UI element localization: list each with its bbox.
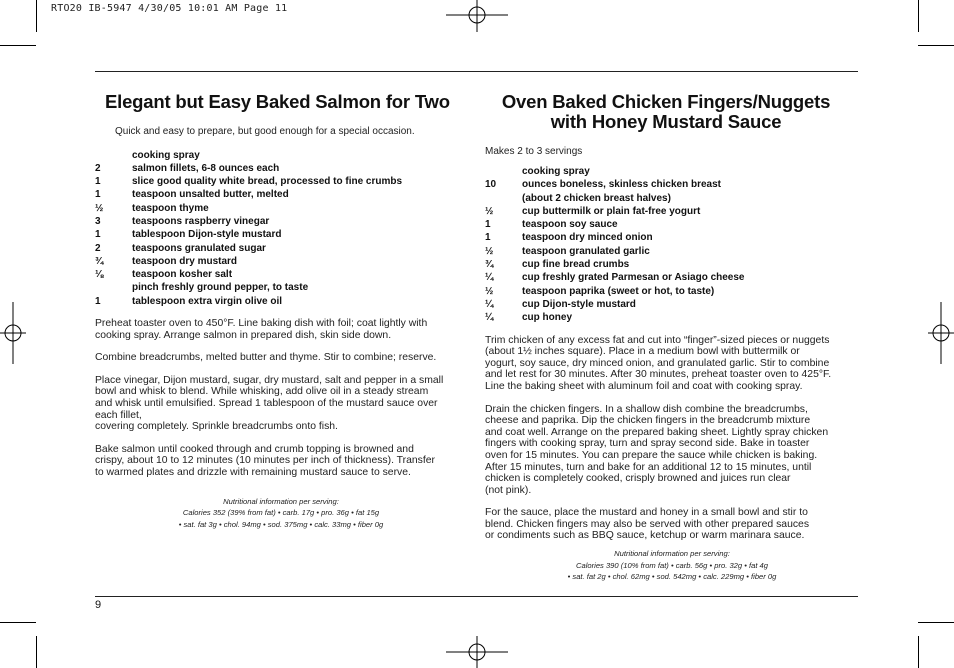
ingredient-text: cooking spray	[132, 149, 200, 161]
ingredient-row	[485, 231, 859, 244]
ingredient-row	[95, 268, 467, 281]
chicken-title-line: Oven Baked Chicken Fingers/Nuggets	[501, 91, 831, 112]
ingredient-qty: ¼	[485, 272, 494, 284]
ingredient-qty: 10	[485, 179, 497, 191]
ingredient-qty: 1	[95, 295, 101, 307]
ingredient-row	[485, 178, 859, 191]
instruction-line: and let rest for 30 minutes. After 30 minutes, preheat toaster oven to 425°F.	[485, 369, 832, 381]
chicken-servings: Makes 2 to 3 servings	[485, 146, 583, 157]
registration-mark-left	[0, 302, 26, 364]
instruction-line: Drain the chicken fingers. In a shallow dish combine the breadcrumbs,	[485, 403, 808, 415]
ingredient-row	[485, 258, 859, 271]
crop-mark-top-left	[0, 45, 36, 46]
ingredient-row	[485, 285, 859, 298]
ingredient-row	[95, 242, 467, 255]
ingredient-qty: 1	[485, 232, 491, 244]
ingredient-qty	[95, 281, 132, 294]
ingredient-row	[95, 281, 467, 294]
nutrition-line: • sat. fat 3g • chol. 94mg • sod. 375mg • calc. 33mg • fiber 0g	[178, 519, 384, 529]
instruction-line: After 15 minutes, turn and bake for an additional 12 to 15 minutes, until	[485, 461, 812, 473]
ingredient-text: teaspoon paprika (sweet or hot, to taste)	[522, 285, 715, 297]
ingredient-qty: 1	[485, 219, 491, 231]
instruction-line: cooking spray. Arrange salmon in prepared dish, skin side down.	[95, 329, 392, 341]
instruction-line: to warmed plates and drizzle with remaining mustard sauce to serve.	[95, 467, 411, 478]
crop-mark-top-right	[918, 0, 919, 32]
ingredient-text: tablespoon extra virgin olive oil	[132, 295, 283, 307]
instruction-line: Bake salmon until cooked through and crumb topping is browned and	[95, 443, 414, 455]
ingredient-qty	[95, 149, 132, 162]
ingredient-row	[485, 298, 859, 311]
salmon-nutrition-info	[95, 496, 467, 531]
crop-mark-top-left	[36, 0, 37, 32]
chicken-recipe	[485, 92, 859, 583]
instruction-paragraph	[485, 335, 859, 393]
ingredient-text: tablespoon Dijon-style mustard	[132, 229, 282, 241]
ingredient-row	[95, 228, 467, 241]
instruction-paragraph	[485, 507, 859, 542]
ingredient-text: salmon fillets, 6-8 ounces each	[132, 162, 280, 174]
registration-mark-top	[446, 0, 508, 32]
ingredient-qty: ½	[485, 285, 494, 297]
chicken-title-line: with Honey Mustard Sauce	[550, 110, 782, 132]
ingredient-text: cup buttermilk or plain fat-free yogurt	[522, 205, 701, 217]
chicken-nutrition-info	[485, 548, 859, 583]
nutrition-line: Calories 352 (39% from fat) • carb. 17g • pro. 36g • fat 15g	[182, 508, 380, 518]
registration-mark-right	[928, 302, 954, 364]
crop-mark-bottom-left	[36, 636, 37, 668]
instruction-paragraph	[95, 352, 467, 364]
ingredient-qty: ½	[95, 202, 104, 214]
ingredient-text: teaspoons granulated sugar	[132, 242, 266, 254]
instruction-line: Line the baking sheet with aluminum foil and coat with cooking spray.	[485, 380, 803, 392]
ingredient-qty: ½	[485, 205, 494, 217]
salmon-ingredient-list	[95, 149, 467, 309]
instruction-line: or condiments such as BBQ sauce, ketchup or warm marinara sauce.	[485, 530, 805, 542]
instruction-paragraph	[485, 404, 859, 497]
ingredient-qty: 3	[95, 215, 101, 227]
ingredient-qty: ¾	[485, 259, 494, 271]
instruction-line: each fillet,	[95, 409, 142, 421]
ingredient-qty: 1	[95, 189, 101, 201]
instruction-line: crispy, about 10 to 12 minutes (10 minutes per inch of thickness). Transfer	[95, 455, 435, 467]
instruction-paragraph	[95, 444, 467, 479]
instruction-line: (about 1½ inches square). Place in a medium bowl with buttermilk or	[485, 346, 800, 358]
crop-mark-bottom-right	[918, 636, 919, 668]
nutrition-line: • sat. fat 2g • chol. 62mg • sod. 542mg • calc. 229mg • fiber 0g	[567, 572, 777, 582]
nutrition-heading: Nutritional information per serving:	[614, 549, 730, 559]
crop-mark-top-right	[918, 45, 954, 46]
instruction-line: oven for 15 minutes. You can prepare the sauce while chicken is baking.	[485, 449, 818, 461]
ingredient-qty: 1	[95, 229, 101, 241]
nutrition-heading: Nutritional information per serving:	[223, 496, 339, 506]
ingredient-row	[95, 215, 467, 228]
ingredient-row	[485, 165, 859, 178]
top-rule	[95, 71, 858, 72]
ingredient-row	[485, 205, 859, 218]
salmon-recipe-title: Elegant but Easy Baked Salmon for Two	[105, 91, 450, 112]
instruction-line: and coat well. Arrange on the prepared baking sheet. Lightly spray chicken	[485, 426, 829, 438]
instruction-line: covering completely. Sprinkle breadcrumbs onto fish.	[95, 421, 338, 433]
ingredient-text: slice good quality white bread, processed to fine crumbs	[132, 176, 403, 188]
ingredient-row	[95, 162, 467, 175]
ingredient-text: cup freshly grated Parmesan or Asiago cheese	[522, 272, 745, 284]
ingredient-qty: 2	[95, 242, 101, 254]
crop-mark-bottom-left	[0, 622, 36, 623]
ingredient-text: teaspoon granulated garlic	[522, 245, 650, 257]
ingredient-row	[95, 295, 467, 308]
instruction-line: fingers with cooking spray, turn and spray second side. Bake in toaster	[485, 438, 810, 450]
instruction-line: Preheat toaster oven to 450°F. Line baking dish with foil; coat lightly with	[95, 318, 428, 330]
instruction-line: Trim chicken of any excess fat and cut into “finger”-sized pieces or nuggets	[485, 334, 830, 346]
ingredient-row	[485, 311, 859, 324]
ingredient-qty: 1	[95, 176, 101, 188]
ingredient-row	[95, 149, 467, 162]
ingredient-row	[485, 218, 859, 231]
ingredient-text: teaspoon dry minced onion	[522, 232, 653, 244]
instruction-line: and whisk until emulsified. Spread 1 tablespoon of the mustard sauce over	[95, 398, 438, 410]
ingredient-text: cup Dijon-style mustard	[522, 298, 636, 310]
ingredient-row	[485, 271, 859, 284]
instruction-line: chicken is completely cooked, crisply browned and juices run clear	[485, 473, 791, 485]
ingredient-text: teaspoon thyme	[132, 202, 209, 214]
ingredient-qty: ¼	[485, 298, 494, 310]
ingredient-text: teaspoons raspberry vinegar	[132, 215, 270, 227]
salmon-recipe-intro: Quick and easy to prepare, but good enough for a special occasion.	[115, 125, 415, 137]
ingredient-row	[95, 188, 467, 201]
instruction-line: blend. Chicken fingers may also be served with other prepared sauces	[485, 518, 810, 530]
ingredient-qty: ¼	[485, 312, 494, 324]
instruction-paragraph	[95, 318, 467, 341]
ingredient-qty	[485, 192, 522, 205]
ingredient-row	[485, 245, 859, 258]
instruction-line: Place vinegar, Dijon mustard, sugar, dry mustard, salt and pepper in a small	[95, 374, 444, 386]
instruction-line: (not pink).	[485, 484, 532, 496]
page-number: 9	[95, 599, 102, 611]
ingredient-text: pinch freshly ground pepper, to taste	[132, 282, 309, 294]
ingredient-qty: ½	[485, 245, 494, 257]
chicken-recipe-title	[485, 92, 847, 131]
ingredient-qty: ⅛	[95, 269, 104, 281]
ingredient-text: cooking spray	[522, 166, 590, 177]
chicken-ingredient-list	[485, 165, 859, 325]
instruction-line: cheese and paprika. Dip the chicken fingers in the breadcrumb mixture	[485, 415, 811, 427]
ingredient-row	[95, 202, 467, 215]
ingredient-qty	[485, 165, 522, 178]
salmon-recipe	[95, 92, 467, 530]
print-slug: RTO20 IB-5947 4/30/05 10:01 AM Page 11	[51, 3, 288, 14]
ingredient-text: (about 2 chicken breast halves)	[522, 192, 671, 204]
ingredient-text: teaspoon dry mustard	[132, 255, 238, 267]
instruction-line: bowl and whisk to blend. While whisking, add olive oil in a steady stream	[95, 386, 429, 398]
instruction-line: yogurt, soy sauce, dry minced onion, and granulated garlic. Stir to combine	[485, 357, 830, 369]
instruction-paragraph	[95, 375, 467, 433]
registration-mark-bottom	[446, 636, 508, 668]
ingredient-text: ounces boneless, skinless chicken breast	[522, 179, 721, 191]
nutrition-line: Calories 390 (10% from fat) • carb. 56g • pro. 32g • fat 4g	[575, 560, 768, 570]
ingredient-text: teaspoon soy sauce	[522, 219, 618, 231]
ingredient-text: teaspoon unsalted butter, melted	[132, 189, 289, 201]
ingredient-qty: ¾	[95, 255, 104, 267]
ingredient-row	[95, 175, 467, 188]
ingredient-qty: 2	[95, 162, 101, 174]
ingredient-row	[485, 192, 859, 205]
ingredient-text: cup fine bread crumbs	[522, 259, 630, 271]
ingredient-text: teaspoon kosher salt	[132, 269, 233, 281]
bottom-rule	[95, 596, 858, 597]
ingredient-row	[95, 255, 467, 268]
instruction-line: For the sauce, place the mustard and honey in a small bowl and stir to	[485, 507, 808, 519]
crop-mark-bottom-right	[918, 622, 954, 623]
instruction-line: Combine breadcrumbs, melted butter and thyme. Stir to combine; reserve.	[95, 352, 437, 364]
ingredient-text: cup honey	[522, 312, 573, 324]
